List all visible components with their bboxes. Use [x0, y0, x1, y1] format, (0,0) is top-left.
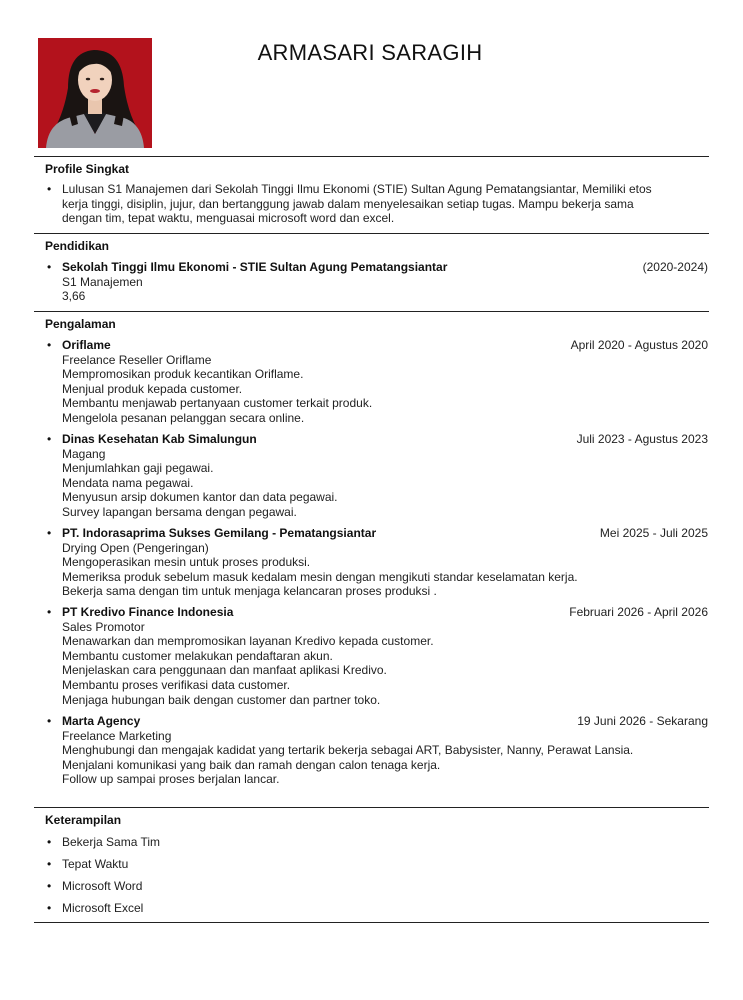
education-entry — [62, 260, 447, 304]
skill-item: Microsoft Word — [62, 879, 143, 893]
experience-period: 19 Juni 2026 - Sekarang — [577, 714, 708, 728]
experience-task: Menyusun arsip dokumen kantor dan data pegawai. — [62, 490, 338, 505]
experience-role: Freelance Reseller Oriflame — [62, 352, 212, 367]
divider — [34, 311, 709, 312]
experience-period: Mei 2025 - Juli 2025 — [599, 526, 708, 540]
experience-entry — [62, 605, 434, 707]
experience-company: Marta Agency — [62, 714, 141, 728]
experience-role: Drying Open (Pengeringan) — [62, 540, 209, 555]
divider — [34, 156, 709, 157]
experience-task: Menawarkan dan mempromosikan layanan Kredivo kepada customer. — [62, 634, 434, 649]
experience-entry — [62, 526, 578, 599]
bullet: • — [47, 338, 52, 352]
education-period: (2020-2024) — [642, 260, 708, 274]
section-title-profile: Profile Singkat — [45, 162, 130, 176]
profile-photo — [38, 38, 152, 148]
bullet: • — [47, 879, 52, 893]
experience-company: Oriflame — [62, 338, 111, 352]
education-degree: S1 Manajemen — [62, 274, 143, 289]
experience-task: Bekerja sama dengan tim untuk menjaga kelancaran proses produksi . — [62, 584, 437, 599]
profile-summary — [62, 182, 652, 226]
section-title-skills: Keterampilan — [45, 813, 122, 827]
experience-task: Follow up sampai proses berjalan lancar. — [62, 772, 280, 787]
experience-task: Menghubungi dan mengajak kadidat yang tertarik bekerja sebagai ART, Babysister, Nanny, Perawat Lansia. — [62, 743, 634, 758]
experience-role: Freelance Marketing — [62, 728, 172, 743]
profile-line: kerja tinggi, disiplin, jujur, dan bertanggung jawab dalam menyelesaikan setiap tugas. Mampu bekerja sama — [62, 196, 634, 211]
divider — [34, 233, 709, 234]
experience-task: Mempromosikan produk kecantikan Oriflame. — [62, 367, 304, 382]
experience-task: Mengoperasikan mesin untuk proses produksi. — [62, 555, 311, 570]
skill-item: Bekerja Sama Tim — [62, 835, 161, 849]
profile-line: Lulusan S1 Manajemen dari Sekolah Tinggi Ilmu Ekonomi (STIE) Sultan Agung Pematangsiantar, Memiliki etos — [62, 182, 652, 196]
experience-task: Membantu proses verifikasi data customer. — [62, 677, 291, 692]
experience-task: Membantu menjawab pertanyaan customer terkait produk. — [62, 396, 373, 411]
experience-entry — [62, 714, 633, 787]
experience-task: Menjalani komunikasi yang baik dan ramah dengan calon tenaga kerja. — [62, 757, 441, 772]
experience-task: Memeriksa produk sebelum masuk kedalam mesin dengan mengikuti standar keselamatan kerja. — [62, 569, 578, 584]
experience-period: Juli 2023 - Agustus 2023 — [576, 432, 708, 446]
divider — [34, 922, 709, 923]
experience-task: Survey lapangan bersama dengan pegawai. — [62, 504, 297, 519]
section-title-education: Pendidikan — [45, 239, 110, 253]
bullet: • — [47, 432, 52, 446]
bullet: • — [47, 260, 52, 274]
education-gpa: 3,66 — [62, 289, 86, 304]
portrait-image — [38, 38, 152, 148]
bullet: • — [47, 714, 52, 728]
experience-entry — [62, 432, 338, 520]
skill-item: Tepat Waktu — [62, 857, 129, 871]
bullet: • — [47, 605, 52, 619]
experience-entry — [62, 338, 372, 426]
education-school: Sekolah Tinggi Ilmu Ekonomi - STIE Sultan Agung Pematangsiantar — [62, 260, 448, 274]
section-title-experience: Pengalaman — [45, 317, 116, 331]
experience-company: Dinas Kesehatan Kab Simalungun — [62, 432, 257, 446]
experience-company: PT Kredivo Finance Indonesia — [62, 605, 234, 619]
experience-company: PT. Indorasaprima Sukses Gemilang - Pematangsiantar — [62, 526, 377, 540]
bullet: • — [47, 857, 52, 871]
experience-task: Menjelaskan cara penggunaan dan manfaat aplikasi Kredivo. — [62, 663, 387, 678]
experience-period: Februari 2026 - April 2026 — [569, 605, 708, 619]
bullet: • — [47, 901, 52, 915]
experience-task: Membantu customer melakukan pendaftaran akun. — [62, 648, 333, 663]
experience-task: Menjual produk kepada customer. — [62, 381, 243, 396]
divider — [34, 807, 709, 808]
profile-line: dengan tim, tepat waktu, menguasai microsoft word dan excel. — [62, 211, 395, 226]
experience-task: Menjaga hubungan baik dengan customer dan partner toko. — [62, 692, 381, 707]
experience-period: April 2020 - Agustus 2020 — [570, 338, 708, 352]
skill-item: Microsoft Excel — [62, 901, 144, 915]
resume-name: ARMASARI SARAGIH — [257, 40, 483, 65]
bullet: • — [47, 526, 52, 540]
experience-role: Sales Promotor — [62, 619, 145, 634]
experience-task: Mendata nama pegawai. — [62, 475, 194, 490]
bullet: • — [47, 182, 52, 196]
experience-task: Mengelola pesanan pelanggan secara online. — [62, 410, 305, 425]
bullet: • — [47, 835, 52, 849]
experience-role: Magang — [62, 446, 106, 461]
experience-task: Menjumlahkan gaji pegawai. — [62, 461, 214, 476]
